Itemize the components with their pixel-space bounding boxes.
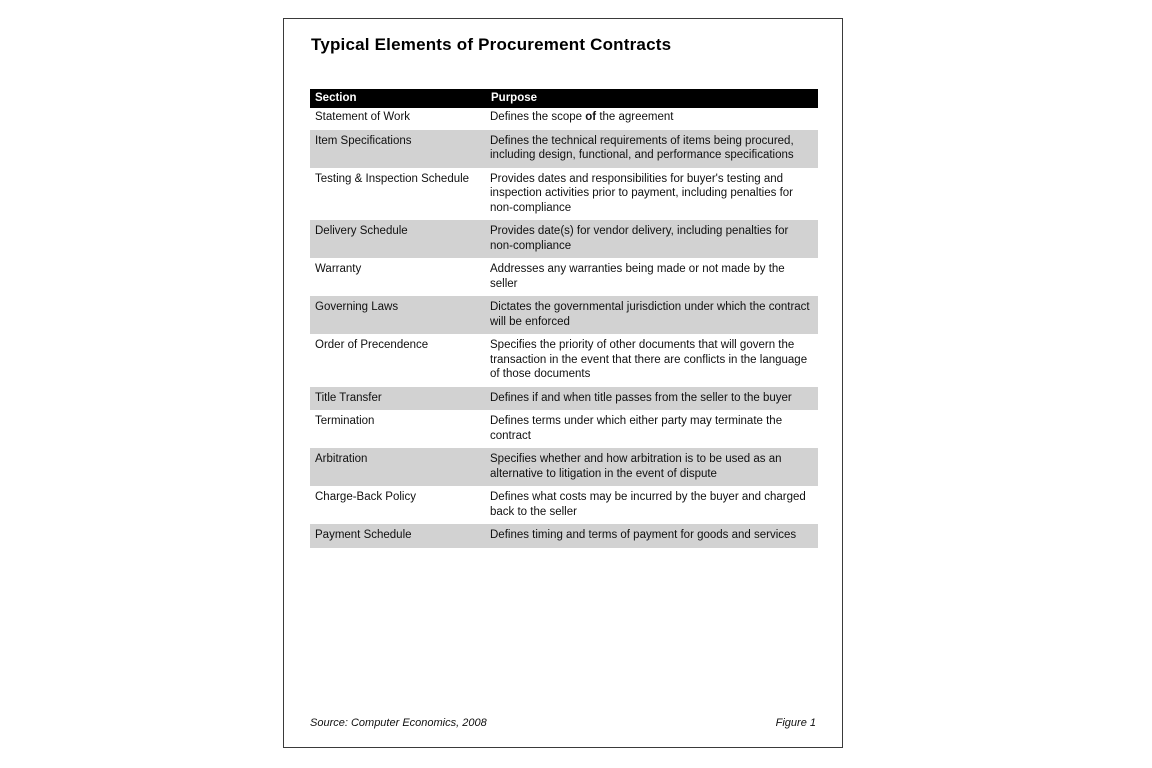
table-row [310,486,818,524]
cell-section: Testing & Inspection Schedule [310,168,486,221]
table-row [310,258,818,296]
table-row [310,387,818,411]
cell-section: Payment Schedule [310,524,486,548]
cell-purpose: Specifies whether and how arbitration is to be used as an alternative to litigation in the event of dispute [486,448,818,486]
cell-purpose: Specifies the priority of other documents that will govern the transaction in the event that there are conflicts in the language of those documents [486,334,818,387]
cell-section: Title Transfer [310,387,486,411]
table-row [310,220,818,258]
table-row [310,524,818,548]
table-header-row [310,89,818,108]
table-row [310,168,818,221]
cell-purpose: Defines terms under which either party may terminate the contract [486,410,818,448]
column-header-section: Section [310,89,486,108]
column-header-purpose: Purpose [486,89,818,108]
cell-purpose: Addresses any warranties being made or not made by the seller [486,258,818,296]
cell-purpose: Defines the scope of the agreement [486,108,818,130]
source-note: Source: Computer Economics, 2008 [310,717,487,729]
table-row [310,410,818,448]
cell-section: Governing Laws [310,296,486,334]
cell-section: Statement of Work [310,108,486,130]
table-body [310,108,818,548]
table-header [310,89,818,108]
table-row [310,296,818,334]
cell-section: Delivery Schedule [310,220,486,258]
cell-section: Arbitration [310,448,486,486]
figure-number: Figure 1 [775,717,816,729]
cell-purpose: Defines the technical requirements of items being procured, including design, functional, and performance specifications [486,130,818,168]
cell-purpose: Provides dates and responsibilities for buyer's testing and inspection activities prior to payment, including penalties for non-compliance [486,168,818,221]
figure-title: Typical Elements of Procurement Contracts [311,35,672,54]
table-row [310,130,818,168]
figure-footer [310,717,816,729]
cell-section: Order of Precendence [310,334,486,387]
table-row [310,108,818,130]
cell-purpose: Dictates the governmental jurisdiction under which the contract will be enforced [486,296,818,334]
cell-purpose-emphasis: of [585,111,597,123]
cell-purpose: Defines if and when title passes from the seller to the buyer [486,387,818,411]
cell-purpose: Provides date(s) for vendor delivery, including penalties for non-compliance [486,220,818,258]
procurement-elements-table [310,89,818,548]
cell-section: Charge-Back Policy [310,486,486,524]
cell-section: Item Specifications [310,130,486,168]
table-row [310,334,818,387]
cell-purpose: Defines timing and terms of payment for goods and services [486,524,818,548]
figure-frame [283,18,843,748]
cell-section: Warranty [310,258,486,296]
cell-purpose: Defines what costs may be incurred by the buyer and charged back to the seller [486,486,818,524]
table-row [310,448,818,486]
cell-section: Termination [310,410,486,448]
